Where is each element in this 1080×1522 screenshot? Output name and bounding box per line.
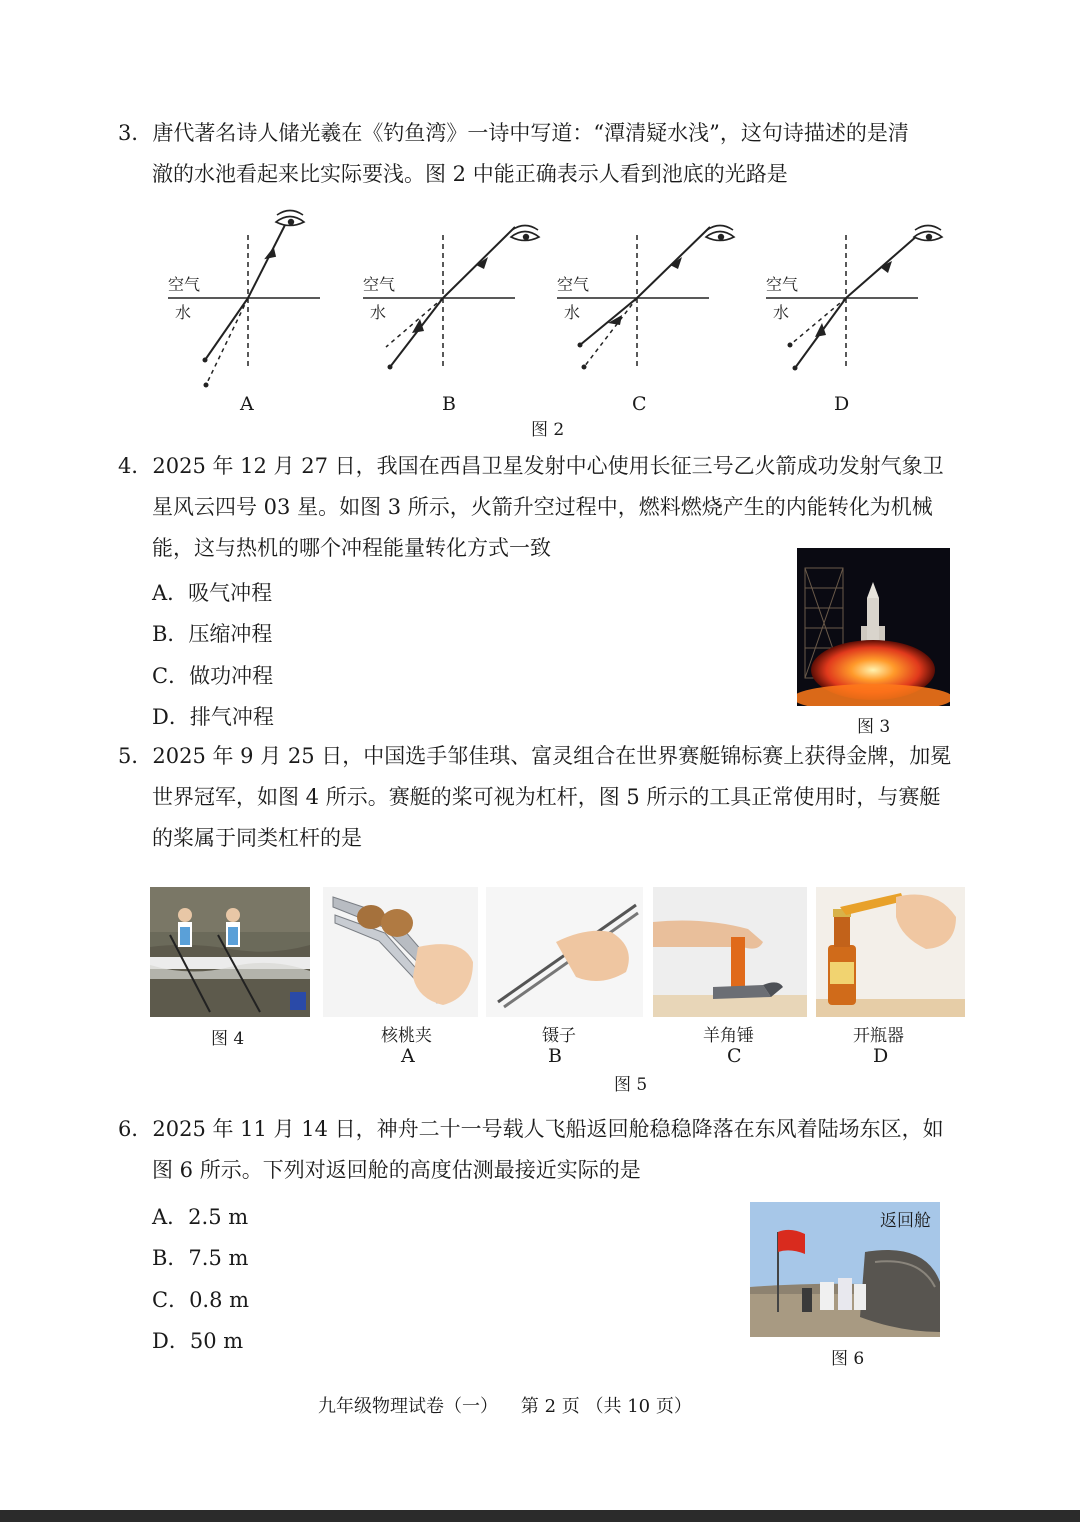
figure-6-caption: 图 6 bbox=[831, 1349, 865, 1369]
tweezers-photo bbox=[486, 887, 643, 1017]
figure-3-caption: 图 3 bbox=[857, 717, 891, 737]
diagram-letter-a: A bbox=[240, 393, 254, 415]
water-label: 水 bbox=[175, 303, 192, 322]
question-6 bbox=[118, 1109, 968, 1191]
question-6-option-c[interactable]: C．0.8 m bbox=[152, 1288, 250, 1312]
svg-text:水: 水 bbox=[773, 303, 790, 322]
question-6-line-1: 6．2025 年 11 月 14 日，神舟二十一号载人飞船返回舱稳稳降落在东风着陆场东区，如 bbox=[118, 1117, 944, 1141]
diagram-letter-d: D bbox=[834, 393, 850, 415]
tool-name-a: 核桃夹 bbox=[381, 1026, 432, 1046]
diagram-letter-c: C bbox=[632, 393, 647, 415]
question-4-option-c[interactable]: C．做功冲程 bbox=[152, 664, 274, 688]
question-5-line-2: 世界冠军，如图 4 所示。赛艇的桨可视为杠杆，图 5 所示的工具正常使用时，与赛艇 bbox=[152, 785, 941, 809]
tool-letter-c: C bbox=[727, 1045, 742, 1067]
figure-5-caption: 图 5 bbox=[614, 1075, 648, 1095]
svg-text:空气: 空气 bbox=[766, 275, 799, 294]
question-5-line-1: 5．2025 年 9 月 25 日，中国选手邹佳琪、富灵组合在世界赛艇锦标赛上获得金牌，加冕 bbox=[118, 744, 952, 768]
question-3-line-2: 澈的水池看起来比实际要浅。图 2 中能正确表示人看到池底的光路是 bbox=[152, 162, 788, 186]
bottle-opener-photo bbox=[816, 887, 965, 1017]
question-4-line-1: 4．2025 年 12 月 27 日，我国在西昌卫星发射中心使用长征三号乙火箭成功发射气象卫 bbox=[118, 454, 944, 478]
question-4-option-b[interactable]: B．压缩冲程 bbox=[152, 622, 273, 646]
diagram-c bbox=[557, 226, 734, 371]
question-3-line-1: 3．唐代著名诗人储光羲在《钓鱼湾》一诗中写道：“潭清疑水浅”，这句诗描述的是清 bbox=[118, 121, 909, 145]
question-3 bbox=[118, 113, 968, 195]
tool-name-d: 开瓶器 bbox=[853, 1026, 904, 1046]
svg-text:空气: 空气 bbox=[557, 275, 590, 294]
diagram-b bbox=[363, 226, 539, 371]
question-4-option-d[interactable]: D．排气冲程 bbox=[152, 705, 274, 729]
tool-letter-d: D bbox=[873, 1045, 889, 1067]
svg-text:水: 水 bbox=[564, 303, 581, 322]
question-5-line-3: 的桨属于同类杠杆的是 bbox=[152, 826, 362, 850]
question-4-line-2: 星风云四号 03 星。如图 3 所示，火箭升空过程中，燃料燃烧产生的内能转化为机械 bbox=[152, 495, 933, 519]
page-footer: 九年级物理试卷（一） 第 2 页 （共 10 页） bbox=[318, 1396, 692, 1417]
diagram-a bbox=[168, 211, 320, 388]
question-6-option-d[interactable]: D．50 m bbox=[152, 1329, 244, 1353]
question-4-option-a[interactable]: A．吸气冲程 bbox=[152, 581, 273, 605]
capsule-label: 返回舱 bbox=[880, 1211, 931, 1231]
rocket-launch-photo bbox=[797, 548, 950, 706]
figure-4-caption: 图 4 bbox=[211, 1029, 245, 1049]
claw-hammer-photo bbox=[653, 887, 807, 1017]
tool-letter-b: B bbox=[548, 1045, 562, 1067]
svg-text:空气: 空气 bbox=[363, 275, 396, 294]
tool-name-c: 羊角锤 bbox=[703, 1026, 754, 1046]
air-label: 空气 bbox=[168, 275, 201, 294]
tool-letter-a: A bbox=[401, 1045, 415, 1067]
tool-name-b: 镊子 bbox=[542, 1026, 576, 1046]
rowing-photo bbox=[150, 887, 310, 1017]
diagram-d bbox=[766, 226, 942, 371]
question-6-option-b[interactable]: B．7.5 m bbox=[152, 1246, 249, 1270]
question-6-option-a[interactable]: A．2.5 m bbox=[152, 1205, 249, 1229]
svg-text:水: 水 bbox=[370, 303, 387, 322]
question-4-line-3: 能，这与热机的哪个冲程能量转化方式一致 bbox=[152, 536, 551, 560]
question-6-line-2: 图 6 所示。下列对返回舱的高度估测最接近实际的是 bbox=[152, 1158, 641, 1182]
figure-2-caption: 图 2 bbox=[531, 420, 565, 440]
diagram-letter-b: B bbox=[442, 393, 456, 415]
question-5 bbox=[118, 736, 968, 859]
nutcracker-photo bbox=[323, 887, 478, 1017]
page-bottom-edge bbox=[0, 1510, 1080, 1522]
figure-2-refraction-diagrams bbox=[150, 205, 970, 405]
